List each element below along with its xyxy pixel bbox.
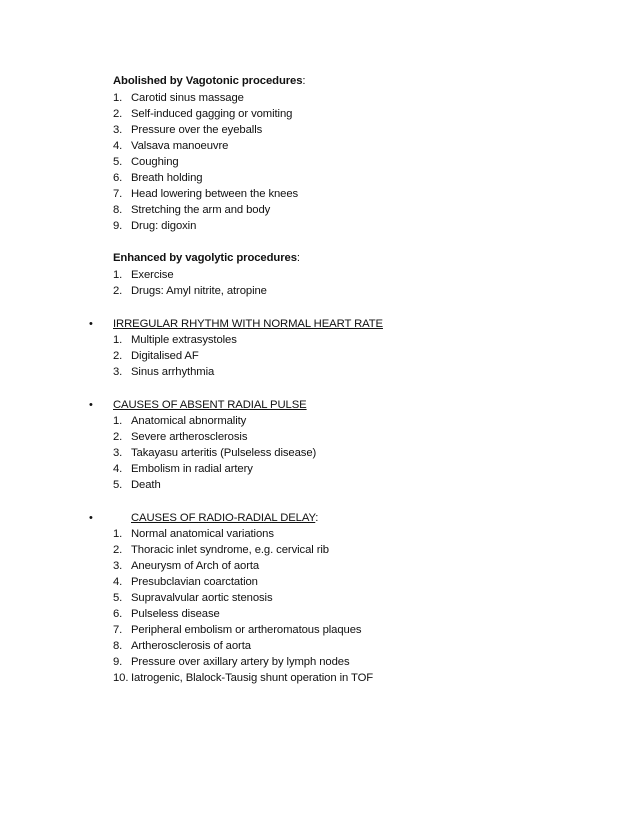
list-text: Digitalised AF — [131, 350, 199, 362]
list-text: Death — [131, 479, 161, 491]
vagotonic-heading — [113, 73, 305, 89]
list-text: Carotid sinus massage — [131, 92, 244, 104]
list-number: 2. — [113, 544, 123, 556]
list-number: 5. — [113, 156, 123, 168]
list-number: 8. — [113, 204, 123, 216]
list-number: 6. — [113, 608, 123, 620]
list-number: 9. — [113, 220, 123, 232]
list-text: Artherosclerosis of aorta — [131, 640, 251, 652]
list-number: 2. — [113, 285, 123, 297]
list-text: Severe artherosclerosis — [131, 431, 248, 443]
list-number: 4. — [113, 576, 123, 588]
list-number: 5. — [113, 592, 123, 604]
list-text: Iatrogenic, Blalock-Tausig shunt operation in TOF — [131, 672, 374, 684]
list-text: Multiple extrasystoles — [131, 334, 237, 346]
list-text: Valsava manoeuvre — [131, 140, 229, 152]
list-number: 1. — [113, 528, 123, 540]
list-text: Aneurysm of Arch of aorta — [131, 560, 260, 572]
list-number: 2. — [113, 108, 123, 120]
list-number: 8. — [113, 640, 123, 652]
list-number: 9. — [113, 656, 123, 668]
list-number: 7. — [113, 188, 123, 200]
list-text: Self-induced gagging or vomiting — [131, 108, 293, 120]
list-text: Pulseless disease — [131, 608, 220, 620]
list-text: Breath holding — [131, 172, 203, 184]
radio-delay-heading: CAUSES OF RADIO-RADIAL DELAY — [131, 512, 316, 524]
list-text: Embolism in radial artery — [131, 463, 253, 475]
radio-delay-heading-colon: : — [315, 512, 319, 524]
list-text: Presubclavian coarctation — [131, 576, 258, 588]
list-number: 3. — [113, 447, 123, 459]
list-number: 10. — [113, 672, 129, 684]
list-text: Normal anatomical variations — [131, 528, 274, 540]
list-text: Exercise — [131, 269, 174, 281]
list-text: Drugs: Amyl nitrite, atropine — [131, 285, 267, 297]
list-text: Coughing — [131, 156, 179, 168]
vagotonic-heading-colon: : — [302, 75, 306, 87]
list-number: 1. — [113, 334, 123, 346]
list-text: Peripheral embolism or artheromatous plaques — [131, 624, 362, 636]
list-number: 2. — [113, 350, 123, 362]
list-number: 4. — [113, 463, 123, 475]
list-text: Anatomical abnormality — [131, 415, 247, 427]
list-text: Stretching the arm and body — [131, 204, 271, 216]
vagolytic-heading-colon: : — [296, 252, 300, 264]
vagolytic-heading-text: Enhanced by vagolytic procedures — [113, 252, 297, 264]
bullet-icon: • — [89, 318, 93, 330]
list-text: Supravalvular aortic stenosis — [131, 592, 273, 604]
list-number: 4. — [113, 140, 123, 152]
vagotonic-heading-text: Abolished by Vagotonic procedures — [113, 75, 303, 87]
radio-delay-heading-wrap — [131, 510, 318, 526]
list-number: 7. — [113, 624, 123, 636]
irregular-heading: IRREGULAR RHYTHM WITH NORMAL HEART RATE — [113, 318, 383, 330]
vagolytic-heading — [113, 250, 300, 266]
list-number: 1. — [113, 415, 123, 427]
list-text: Drug: digoxin — [131, 220, 197, 232]
list-number: 3. — [113, 124, 123, 136]
list-number: 1. — [113, 92, 123, 104]
list-text: Pressure over the eyeballs — [131, 124, 263, 136]
list-number: 5. — [113, 479, 123, 491]
list-number: 3. — [113, 366, 123, 378]
list-text: Head lowering between the knees — [131, 188, 299, 200]
list-text: Sinus arrhythmia — [131, 366, 215, 378]
bullet-icon: • — [89, 399, 93, 411]
bullet-icon: • — [89, 512, 93, 524]
list-number: 6. — [113, 172, 123, 184]
list-text: Takayasu arteritis (Pulseless disease) — [131, 447, 317, 459]
list-text: Pressure over axillary artery by lymph nodes — [131, 656, 350, 668]
list-number: 1. — [113, 269, 123, 281]
list-number: 3. — [113, 560, 123, 572]
absent-pulse-heading: CAUSES OF ABSENT RADIAL PULSE — [113, 399, 307, 411]
list-number: 2. — [113, 431, 123, 443]
list-text: Thoracic inlet syndrome, e.g. cervical rib — [131, 544, 329, 556]
